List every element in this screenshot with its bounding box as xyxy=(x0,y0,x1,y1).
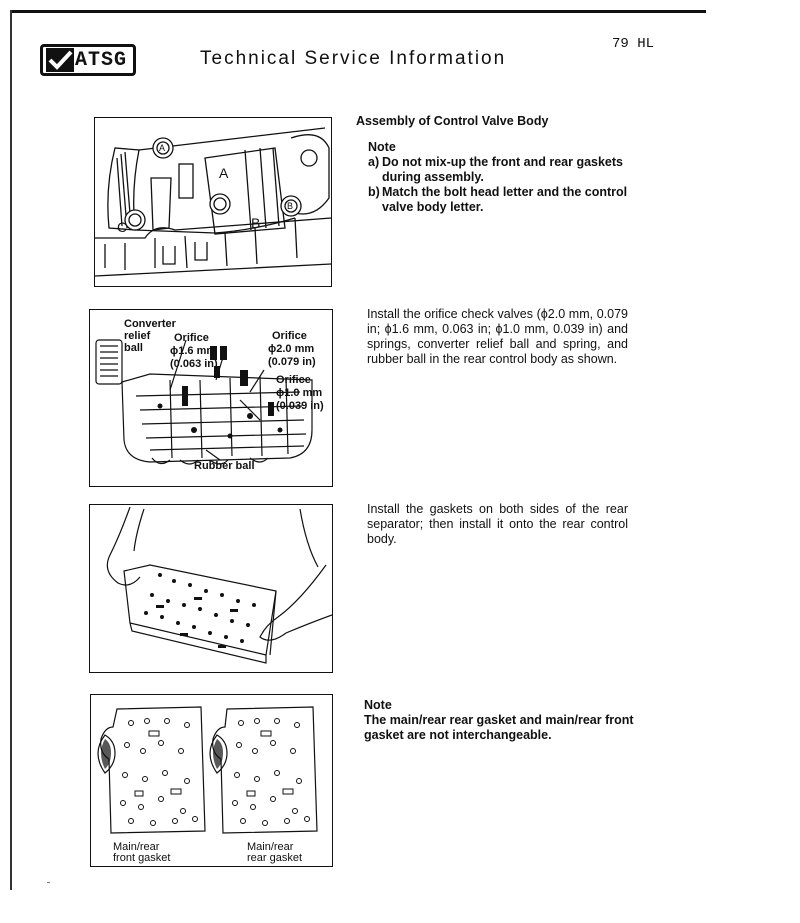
body-letter-a: A xyxy=(219,165,229,181)
separator-install-figure xyxy=(89,504,333,673)
bolt-label-a: A xyxy=(159,143,166,153)
label-orifice-right-in: (0.079 in) xyxy=(268,356,316,368)
label-orifice-left-in: (0.063 in) xyxy=(170,358,218,370)
label-orifice-low: Orifice xyxy=(276,374,311,386)
atsg-logo xyxy=(40,44,136,76)
stray-mark xyxy=(47,882,50,883)
label-rubber-ball: Rubber ball xyxy=(194,460,255,472)
gasket-note-text: The main/rear rear gasket and main/rear front gasket are not interchangeable. xyxy=(364,713,634,742)
label-front-gasket-1: Main/rear xyxy=(113,841,160,853)
orifice-instructions: Install the orifice check valves (ϕ2.0 mm, 0.079 in; ϕ1.6 mm, 0.063 in; ϕ1.0 mm, 0.039 in) and springs, converter relief ball and spring, and rubber ball in the rear control body as shown. xyxy=(367,307,628,366)
label-orifice-low-size: ϕ1.0 mm xyxy=(276,387,323,399)
separator-plate-drawing xyxy=(90,505,332,672)
label-ball: ball xyxy=(124,342,143,354)
note-item-b-marker: b) xyxy=(368,185,380,199)
body-letter-c: C xyxy=(117,219,128,235)
label-orifice-left-size: ϕ1.6 mm xyxy=(170,345,217,357)
logo-text: ATSG xyxy=(75,48,128,72)
label-orifice-right-size: ϕ2.0 mm xyxy=(268,343,315,355)
valve-body-drawing xyxy=(95,118,331,286)
left-rule xyxy=(10,10,12,890)
label-orifice-left: Orifice xyxy=(174,332,209,344)
note-item-a-text: Do not mix-up the front and rear gaskets during assembly. xyxy=(382,155,624,184)
label-rear-gasket-2: rear gasket xyxy=(247,852,303,864)
bolt-label-b: B xyxy=(287,201,294,211)
gaskets-figure xyxy=(90,694,333,867)
note-item-a-marker: a) xyxy=(368,155,380,169)
note-item-b xyxy=(368,185,636,215)
top-rule xyxy=(10,10,706,13)
label-rear-gasket-1: Main/rear xyxy=(247,841,294,853)
orifice-check-valves-figure xyxy=(89,309,333,487)
section-heading: Assembly of Control Valve Body xyxy=(356,114,549,128)
note-item-b-text: Match the bolt head letter and the control valve body letter. xyxy=(382,185,628,214)
body-letter-b: B xyxy=(251,215,261,231)
label-front-gasket-2: front gasket xyxy=(113,852,171,864)
page-title: Technical Service Information xyxy=(200,48,507,69)
checkmark-logo-icon xyxy=(45,47,75,73)
label-orifice-low-in: (0.039 in) xyxy=(276,400,324,412)
note-label: Note xyxy=(368,140,396,154)
separator-instructions: Install the gaskets on both sides of the rear separator; then install it onto the rear control body. xyxy=(367,502,628,546)
gasket-note xyxy=(364,698,634,743)
label-orifice-right: Orifice xyxy=(272,330,307,342)
valve-body-bolts-figure xyxy=(94,117,332,287)
page-number: 79 HL xyxy=(612,36,655,52)
section-assembly xyxy=(356,114,636,215)
note-item-a xyxy=(368,155,636,185)
gasket-note-label: Note xyxy=(364,698,392,712)
label-relief: relief xyxy=(124,330,151,342)
label-converter: Converter xyxy=(124,318,176,330)
